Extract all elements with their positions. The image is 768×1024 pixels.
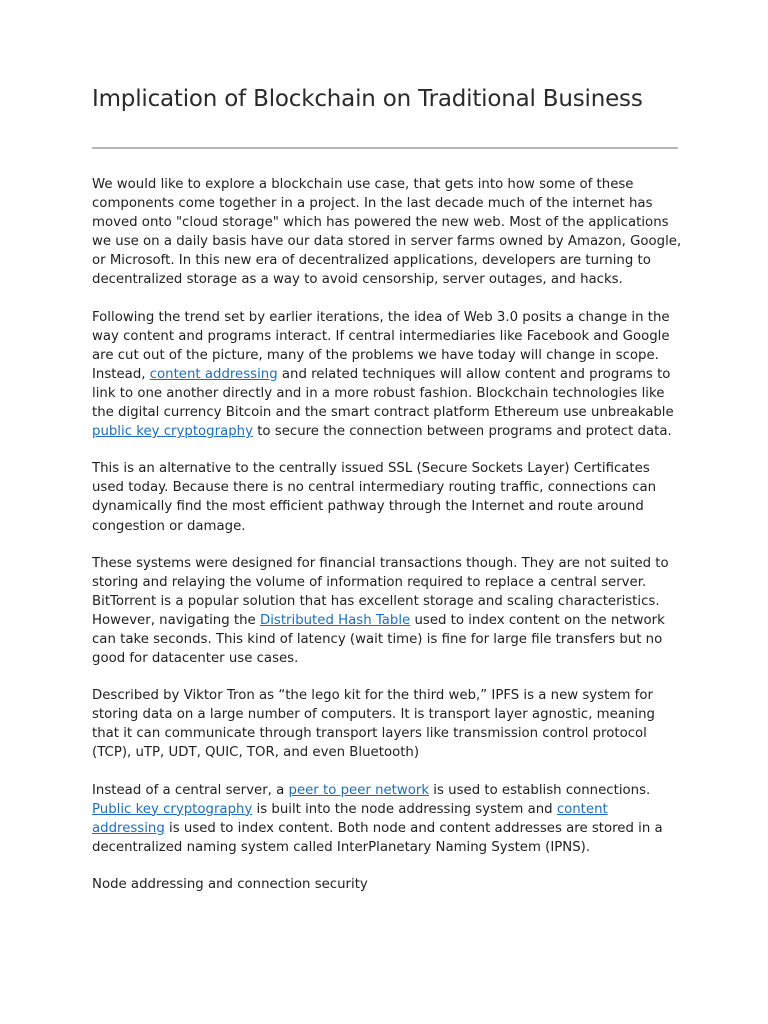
title-divider bbox=[92, 147, 678, 149]
section-heading-node-addressing: Node addressing and connection security bbox=[92, 876, 368, 892]
paragraph-bittorrent bbox=[92, 554, 682, 669]
paragraph-ipfs: Described by Viktor Tron as “the lego kit for the third web,” IPFS is a new system for storing data on a large number of computers. It is transport layer agnostic, meaning that it can communicate through transport layers like transmission control protocol (TCP), uTP, UDT, QUIC, TOR, and even Bluetooth) bbox=[92, 688, 655, 761]
public-key-cryptography-link-2[interactable]: Public key cryptography bbox=[92, 801, 253, 817]
article-body bbox=[92, 175, 682, 912]
public-key-cryptography-link[interactable]: public key cryptography bbox=[92, 424, 253, 440]
page-title: Implication of Blockchain on Traditional Business bbox=[92, 86, 643, 112]
content-addressing-link[interactable]: content addressing bbox=[149, 366, 278, 382]
paragraph-text: to secure the connection between programs and protect data. bbox=[252, 424, 672, 440]
paragraph-text: Instead, bbox=[92, 366, 150, 382]
paragraph-text: is used to index content. Both node and content addresses are stored in a decentralized naming system called InterPlanetary Naming System (IPNS). bbox=[92, 820, 663, 855]
paragraph-text: and related techniques will allow content and programs to link to one another directly and in a more robust fashion. Blockchain technologies like the digital currency Bitcoin and the smart contract platform Ethereum use unbreakable bbox=[92, 366, 674, 421]
distributed-hash-table-link[interactable]: Distributed Hash Table bbox=[259, 612, 411, 628]
paragraph-intro: We would like to explore a blockchain use case, that gets into how some of these components come together in a project. In the last decade much of the internet has moved onto "cloud storage" which has powered the new web. Most of the applications we use on a daily basis have our data stored in server farms owned by Amazon, Google, or Microsoft. In this new era of decentralized applications, developers are turning to decentralized storage as a way to avoid censorship, server outages, and hacks. bbox=[92, 177, 682, 288]
content-addressing-link-2[interactable]: content addressing bbox=[92, 801, 608, 836]
paragraph-text: Following the trend set by earlier iterations, the idea of Web 3.0 posits a change in the way content and programs interact. If central intermediaries like Facebook and Google are cut out of the picture, many of the problems we have today will change in scope. bbox=[92, 309, 670, 363]
paragraph-text: These systems were designed for financial transactions though. They are not suited to storing and relaying the volume of information required to replace a central server. BitTorrent is a popular solution that has excellent storage and scaling characteristics. However, navigating the bbox=[92, 555, 669, 628]
paragraph-ssl: This is an alternative to the centrally issued SSL (Secure Sockets Layer) Certificates used today. Because there is no central intermediary routing traffic, connections can dynamically find the most efficient pathway through the Internet and route around congestion or damage. bbox=[92, 461, 657, 534]
paragraph-text: is used to establish connections. bbox=[429, 782, 651, 798]
peer-to-peer-network-link[interactable]: peer to peer network bbox=[288, 782, 430, 798]
paragraph-text: is built into the node addressing system and bbox=[252, 801, 557, 817]
paragraph-text: Instead of a central server, a bbox=[92, 782, 289, 798]
paragraph-p2p bbox=[92, 781, 682, 857]
paragraph-web3 bbox=[92, 308, 682, 442]
paragraph-text: used to index content on the network can take seconds. This kind of latency (wait time) is fine for large file transfers but no good for datacenter use cases. bbox=[92, 612, 665, 667]
